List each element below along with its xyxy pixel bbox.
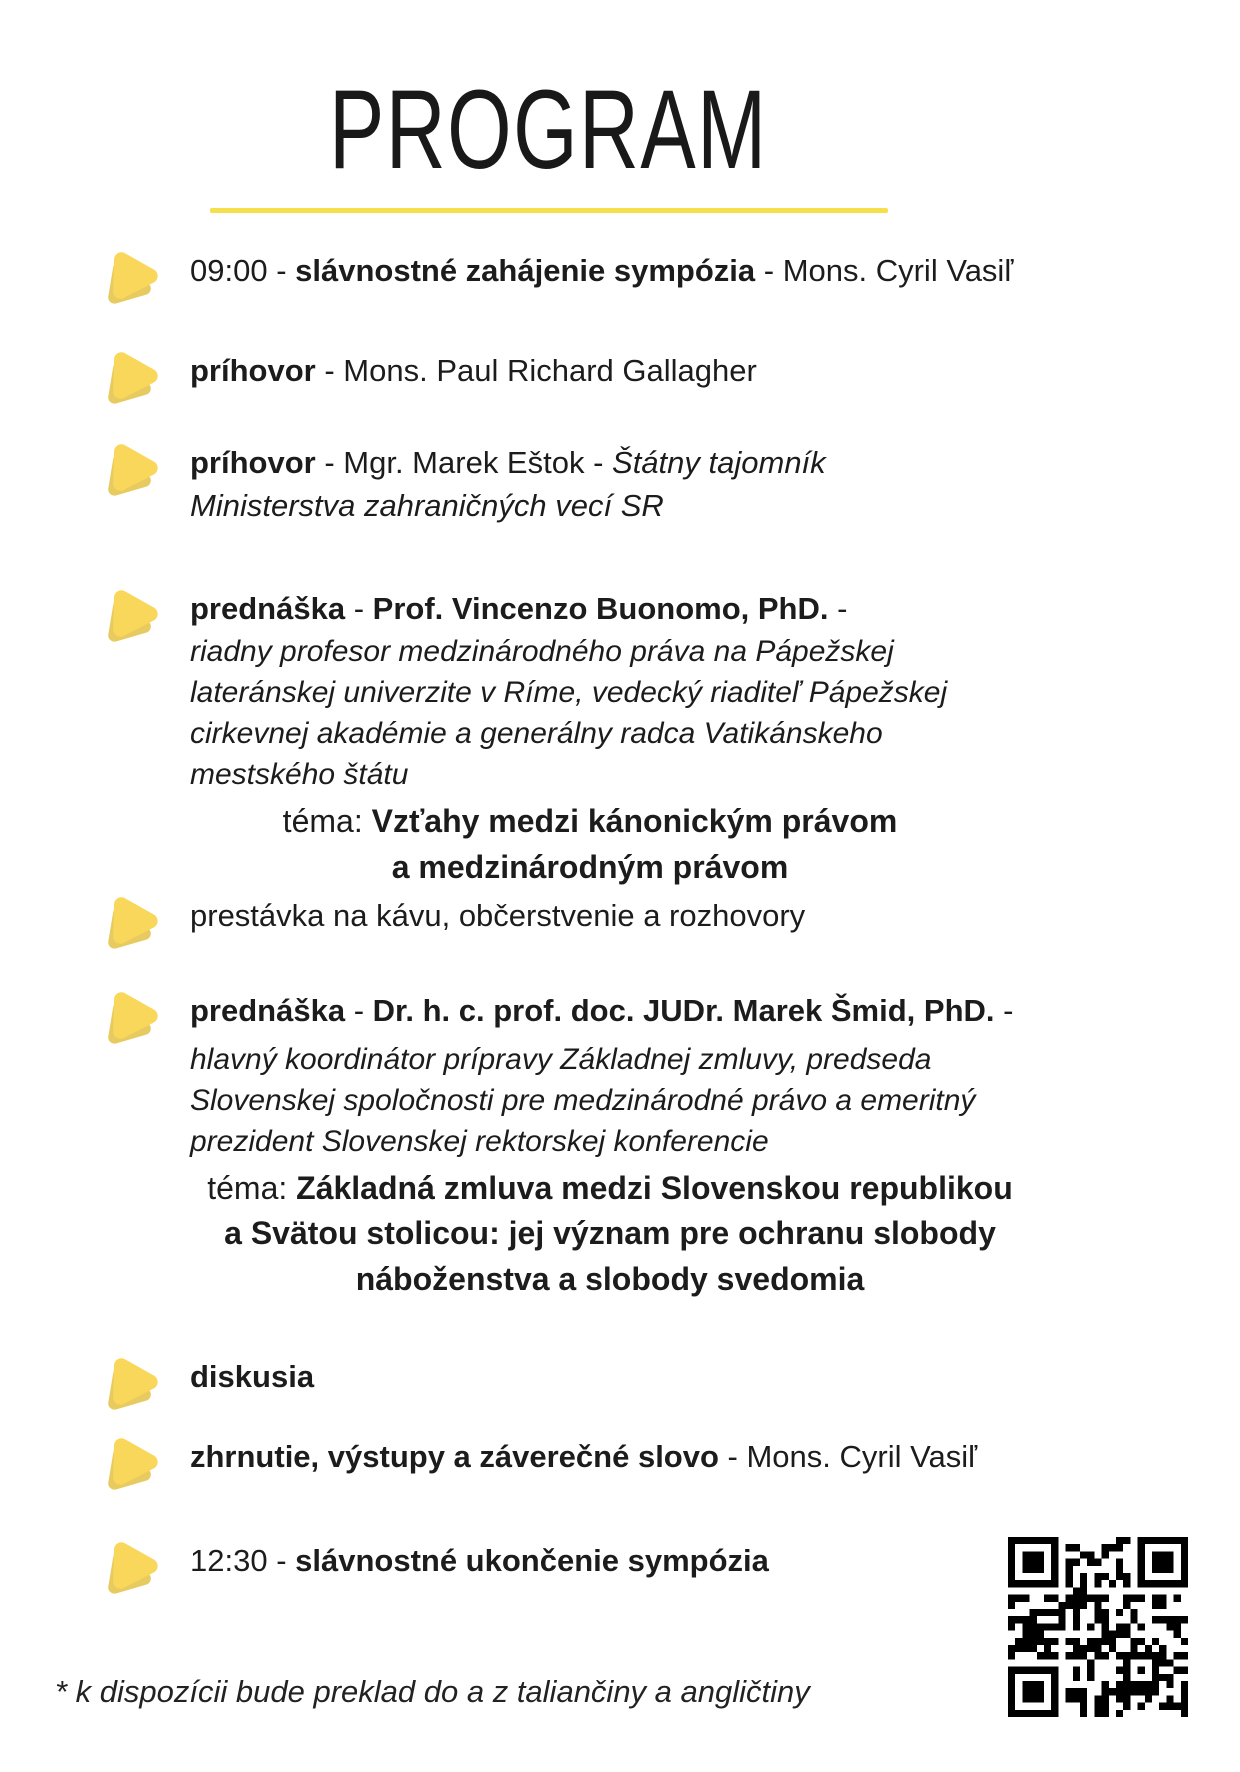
item-speaker: Dr. h. c. prof. doc. JUDr. Marek Šmid, PhD.: [372, 993, 995, 1028]
title-underline: [210, 208, 888, 213]
program-item-opening: [100, 250, 1040, 315]
topic-label: téma:: [207, 1170, 297, 1207]
item-topic: [270, 799, 910, 890]
play-icon: [100, 242, 162, 315]
item-text: [190, 350, 757, 393]
item-title: príhovor: [190, 353, 316, 388]
item-time: 09:00 -: [190, 253, 296, 288]
page-header: [0, 67, 1096, 192]
item-title: príhovor: [190, 445, 316, 480]
qr-code: [1008, 1537, 1188, 1717]
item-text: prestávka na kávu, občerstvenie a rozhovory: [190, 898, 806, 933]
separator: -: [994, 993, 1014, 1028]
item-speaker: - Mons. Cyril Vasiľ: [718, 1439, 978, 1474]
item-topic: [205, 1166, 1015, 1302]
play-icon: [100, 434, 162, 507]
item-headline: [190, 588, 990, 631]
topic-label: téma:: [282, 803, 372, 840]
separator: -: [828, 591, 848, 626]
play-icon: [100, 1428, 162, 1501]
item-headline: [190, 990, 1030, 1033]
play-icon: [100, 887, 162, 960]
item-title: diskusia: [190, 1359, 315, 1394]
play-icon: [100, 1348, 162, 1421]
item-text: [190, 990, 1030, 1302]
program-item-discussion: [100, 1356, 1040, 1421]
topic-text: Vzťahy medzi kánonickým právom a medzinárodným právom: [371, 803, 898, 885]
item-speaker: - Mons. Paul Richard Gallagher: [315, 353, 757, 388]
play-icon: [100, 342, 162, 415]
page-title: PROGRAM: [328, 67, 768, 192]
item-time: 12:30 -: [190, 1543, 296, 1578]
item-text: [190, 588, 990, 890]
item-text: [190, 1436, 977, 1479]
program-item-lecture-buonomo: [100, 588, 1040, 890]
topic-text: Základná zmluva medzi Slovenskou republikou a Svätou stolicou: jej význam pre ochranu slobody náboženstva a slobody svedomia: [224, 1170, 1013, 1297]
item-speaker: - Mons. Cyril Vasiľ: [755, 253, 1014, 288]
item-title: slávnostné ukončenie sympózia: [295, 1543, 769, 1578]
play-icon: [100, 1532, 162, 1605]
item-text: [190, 250, 1013, 293]
item-text: [190, 1356, 314, 1399]
program-item-lecture-smid: [100, 990, 1040, 1302]
program-item-speech-estok: [100, 442, 1040, 528]
item-text: [190, 1540, 769, 1583]
program-item-closing: [100, 1540, 1040, 1605]
item-title: prednáška: [190, 591, 346, 626]
item-speaker-bio: hlavný koordinátor prípravy Základnej zmluvy, predseda Slovenskej spoločnosti pre medzinárodné právo a emeritný prezident Slovenskej rektorskej konferencie: [190, 1042, 976, 1158]
item-title: zhrnutie, výstupy a záverečné slovo: [190, 1439, 719, 1474]
separator: -: [345, 591, 373, 626]
item-title: slávnostné zahájenie sympózia: [295, 253, 756, 288]
item-speaker: Prof. Vincenzo Buonomo, PhD.: [372, 591, 829, 626]
program-item-speech-gallagher: [100, 350, 1040, 415]
item-speaker-bio: riadny profesor medzinárodného práva na Pápežskej lateránskej univerzite v Ríme, vedecký riaditeľ Pápežskej cirkevnej akadémie a generálny radca Vatikánskeho mestského štátu: [190, 634, 948, 792]
item-speaker: - Mgr. Marek Eštok -: [315, 445, 613, 480]
item-role: Štátny tajomník Ministerstva zahraničných vecí SR: [190, 445, 826, 523]
item-text: [190, 442, 980, 528]
play-icon: [100, 982, 162, 1055]
separator: -: [345, 993, 373, 1028]
program-item-coffee-break: [100, 895, 1040, 960]
play-icon: [100, 580, 162, 653]
program-item-summary: [100, 1436, 1040, 1501]
translation-footnote: * k dispozícii bude preklad do a z taliančiny a angličtiny: [55, 1674, 810, 1709]
item-title: prednáška: [190, 993, 346, 1028]
